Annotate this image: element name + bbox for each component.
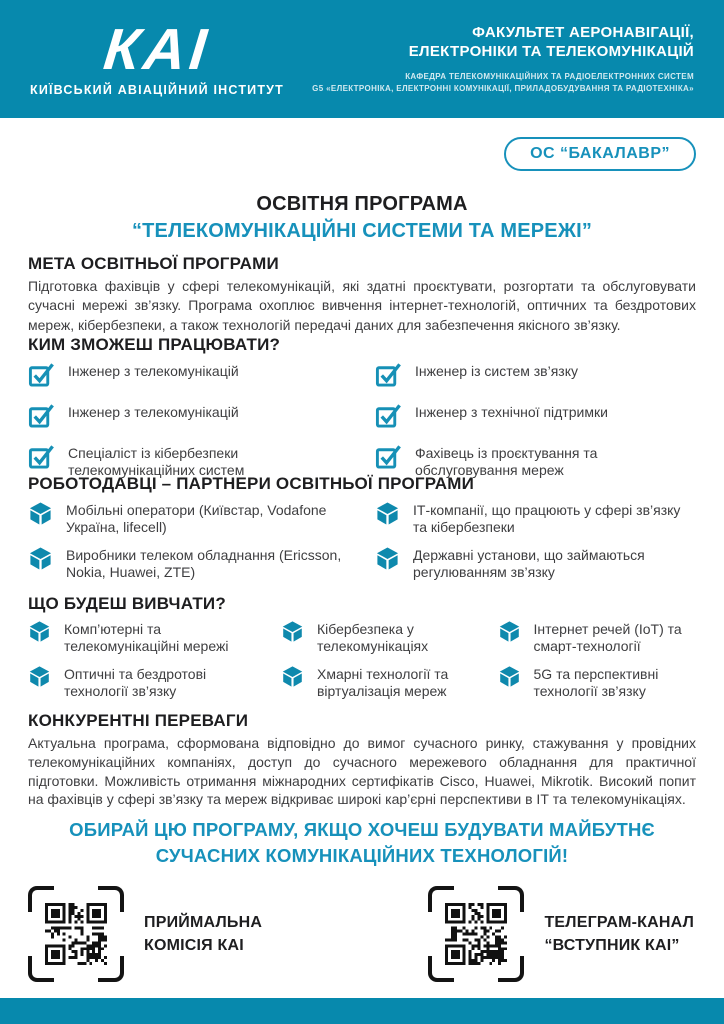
admissions-qr-label bbox=[144, 911, 262, 957]
cube-icon bbox=[28, 620, 51, 643]
checkbox-check-icon bbox=[28, 443, 55, 470]
department-line2: G5 «ЕЛЕКТРОНІКА, ЕЛЕКТРОННІ КОМУНІКАЦІЇ, ПРИЛАДОБУДУВАННЯ ТА РАДІОТЕХНІКА» bbox=[312, 84, 694, 93]
telegram-qr-group bbox=[428, 886, 694, 982]
employers-list bbox=[28, 500, 696, 581]
kai-logo bbox=[30, 17, 284, 97]
employer-label: Державні установи, що займаються регулюванням зв’язку bbox=[413, 547, 645, 581]
cube-icon bbox=[28, 546, 53, 571]
cube-icon bbox=[375, 501, 400, 526]
checkbox-check-icon bbox=[375, 402, 402, 429]
study-label: Комп’ютерні та телекомунікаційні мережі bbox=[64, 621, 229, 655]
jobs-list bbox=[28, 361, 696, 479]
employer-label: ІТ-компанії, що працюють у сфері зв’язку та кібербезпеки bbox=[413, 502, 681, 536]
job-label: Інженер із систем зв’язку bbox=[415, 363, 579, 379]
cta-line2: СУЧАСНИХ КОМУНІКАЦІЙНИХ ТЕХНОЛОГІЙ! bbox=[155, 844, 569, 866]
job-label: Інженер з технічної підтримки bbox=[415, 404, 608, 420]
qr-label-line: “ВСТУПНИК КАІ” bbox=[544, 937, 680, 954]
department-line1: КАФЕДРА ТЕЛЕКОМУНІКАЦІЙНИХ ТА РАДІОЕЛЕКТРОННИХ СИСТЕМ bbox=[405, 71, 694, 81]
list-item bbox=[498, 664, 696, 700]
faculty-name-line1: ФАКУЛЬТЕТ АЕРОНАВІГАЦІЇ, bbox=[472, 23, 694, 41]
footer-bar bbox=[0, 998, 724, 1024]
list-item bbox=[28, 500, 349, 536]
job-label: Інженер з телекомунікацій bbox=[68, 404, 239, 420]
kai-logo-subtitle: КИЇВСЬКИЙ АВІАЦІЙНИЙ ІНСТИТУТ bbox=[30, 83, 284, 97]
cube-icon bbox=[28, 501, 53, 526]
study-label: Хмарні технології та віртуалізація мереж bbox=[316, 666, 449, 700]
study-list bbox=[28, 619, 696, 700]
cube-icon bbox=[281, 620, 304, 643]
study-label: 5G та перспективні технології зв’язку bbox=[533, 666, 659, 700]
qr-code-admissions bbox=[45, 903, 107, 965]
qr-label-line: КОМІСІЯ КАІ bbox=[144, 937, 244, 954]
department-block bbox=[312, 71, 694, 96]
goal-heading: МЕТА ОСВІТНЬОЇ ПРОГРАМИ bbox=[28, 254, 279, 273]
cube-icon bbox=[28, 665, 51, 688]
list-item bbox=[28, 402, 349, 429]
faculty-name-line2: ЕЛЕКТРОНІКИ ТА ТЕЛЕКОМУНІКАЦІЙ bbox=[408, 43, 694, 61]
checkbox-check-icon bbox=[375, 443, 402, 470]
list-item bbox=[375, 545, 696, 581]
page-title-line1: ОСВІТНЯ ПРОГРАМА bbox=[256, 193, 468, 215]
study-heading: ЩО БУДЕШ ВИВЧАТИ? bbox=[28, 594, 226, 613]
kai-logo-text: КАІ bbox=[100, 17, 214, 82]
header-faculty-block bbox=[312, 23, 694, 96]
list-item bbox=[498, 619, 696, 655]
admissions-qr-group bbox=[28, 886, 262, 982]
page-title-line2: “ТЕЛЕКОМУНІКАЦІЙНІ СИСТЕМИ ТА МЕРЕЖІ” bbox=[131, 220, 593, 242]
job-label: Інженер з телекомунікацій bbox=[68, 363, 239, 379]
study-label: Інтернет речей (IoT) та смарт-технології bbox=[533, 621, 682, 655]
advantages-text: Актуальна програма, сформована відповідно до вимог сучасного ринку, стажування у провідних телекомунікаційних компаніях, доступ до сучасного мережевого обладнання для практичної підготовки. Можливість отримання міжнародних сертифікатів Cisco, Huawei, Mikrotik. Високий попит на фахівців у сфері зв’язку та мереж відкриває широкі кар’єрні перспективи в ІТ та телекомунікаціях. bbox=[28, 735, 696, 808]
list-item bbox=[28, 361, 349, 388]
employer-label: Виробники телеком обладнання (Ericsson, Nokia, Huawei, ZTE) bbox=[66, 547, 342, 581]
study-label: Кібербезпека у телекомунікаціях bbox=[316, 621, 429, 655]
qr-label-line: ТЕЛЕГРАМ-КАНАЛ bbox=[544, 913, 694, 931]
qr-code-telegram bbox=[445, 903, 507, 965]
job-label: Фахівець із проєктування та обслуговування мереж bbox=[415, 445, 598, 479]
cube-icon bbox=[375, 546, 400, 571]
cta-line1: ОБИРАЙ ЦЮ ПРОГРАМУ, ЯКЩО ХОЧЕШ БУДУВАТИ МАЙБУТНЄ bbox=[69, 819, 655, 840]
jobs-heading: КИМ ЗМОЖЕШ ПРАЦЮВАТИ? bbox=[28, 335, 281, 354]
cube-icon bbox=[498, 620, 521, 643]
page-title bbox=[0, 191, 724, 245]
qr-frame bbox=[28, 886, 124, 982]
cube-icon bbox=[281, 665, 304, 688]
list-item bbox=[281, 619, 484, 655]
list-item bbox=[28, 545, 349, 581]
goal-text: Підготовка фахівців у сфері телекомунікацій, які здатні проєктувати, розгортати та обслуговувати сучасні мережі зв’язку. Програма охоплює вивчення інтернет-технологій, оптичних та бездротових мереж, кібербезпеки, а також технологій передачі даних для забезпечення якісного зв’язку. bbox=[28, 278, 696, 333]
qr-label-line: ПРИЙМАЛЬНА bbox=[144, 913, 263, 931]
degree-badge: ОС “БАКАЛАВР” bbox=[504, 137, 696, 171]
checkbox-check-icon bbox=[375, 361, 402, 388]
list-item bbox=[28, 664, 267, 700]
checkbox-check-icon bbox=[28, 361, 55, 388]
qr-frame bbox=[428, 886, 524, 982]
employers-heading: РОБОТОДАВЦІ – ПАРТНЕРИ ОСВІТНЬОЇ ПРОГРАМИ bbox=[28, 474, 475, 493]
checkbox-check-icon bbox=[28, 402, 55, 429]
job-label: Спеціаліст із кібербезпеки телекомунікаційних систем bbox=[68, 445, 245, 479]
list-item bbox=[375, 500, 696, 536]
employer-label: Мобільні оператори (Київстар, Vodafone Україна, lifecell) bbox=[66, 502, 327, 536]
study-label: Оптичні та бездротові технології зв’язку bbox=[64, 666, 207, 700]
qr-section bbox=[28, 886, 694, 982]
telegram-qr-label bbox=[544, 911, 694, 957]
cube-icon bbox=[498, 665, 521, 688]
list-item bbox=[281, 664, 484, 700]
list-item bbox=[375, 361, 696, 388]
advantages-heading: КОНКУРЕНТНІ ПЕРЕВАГИ bbox=[28, 711, 249, 730]
header bbox=[0, 0, 724, 118]
list-item bbox=[28, 619, 267, 655]
call-to-action bbox=[0, 817, 724, 868]
list-item bbox=[375, 402, 696, 429]
